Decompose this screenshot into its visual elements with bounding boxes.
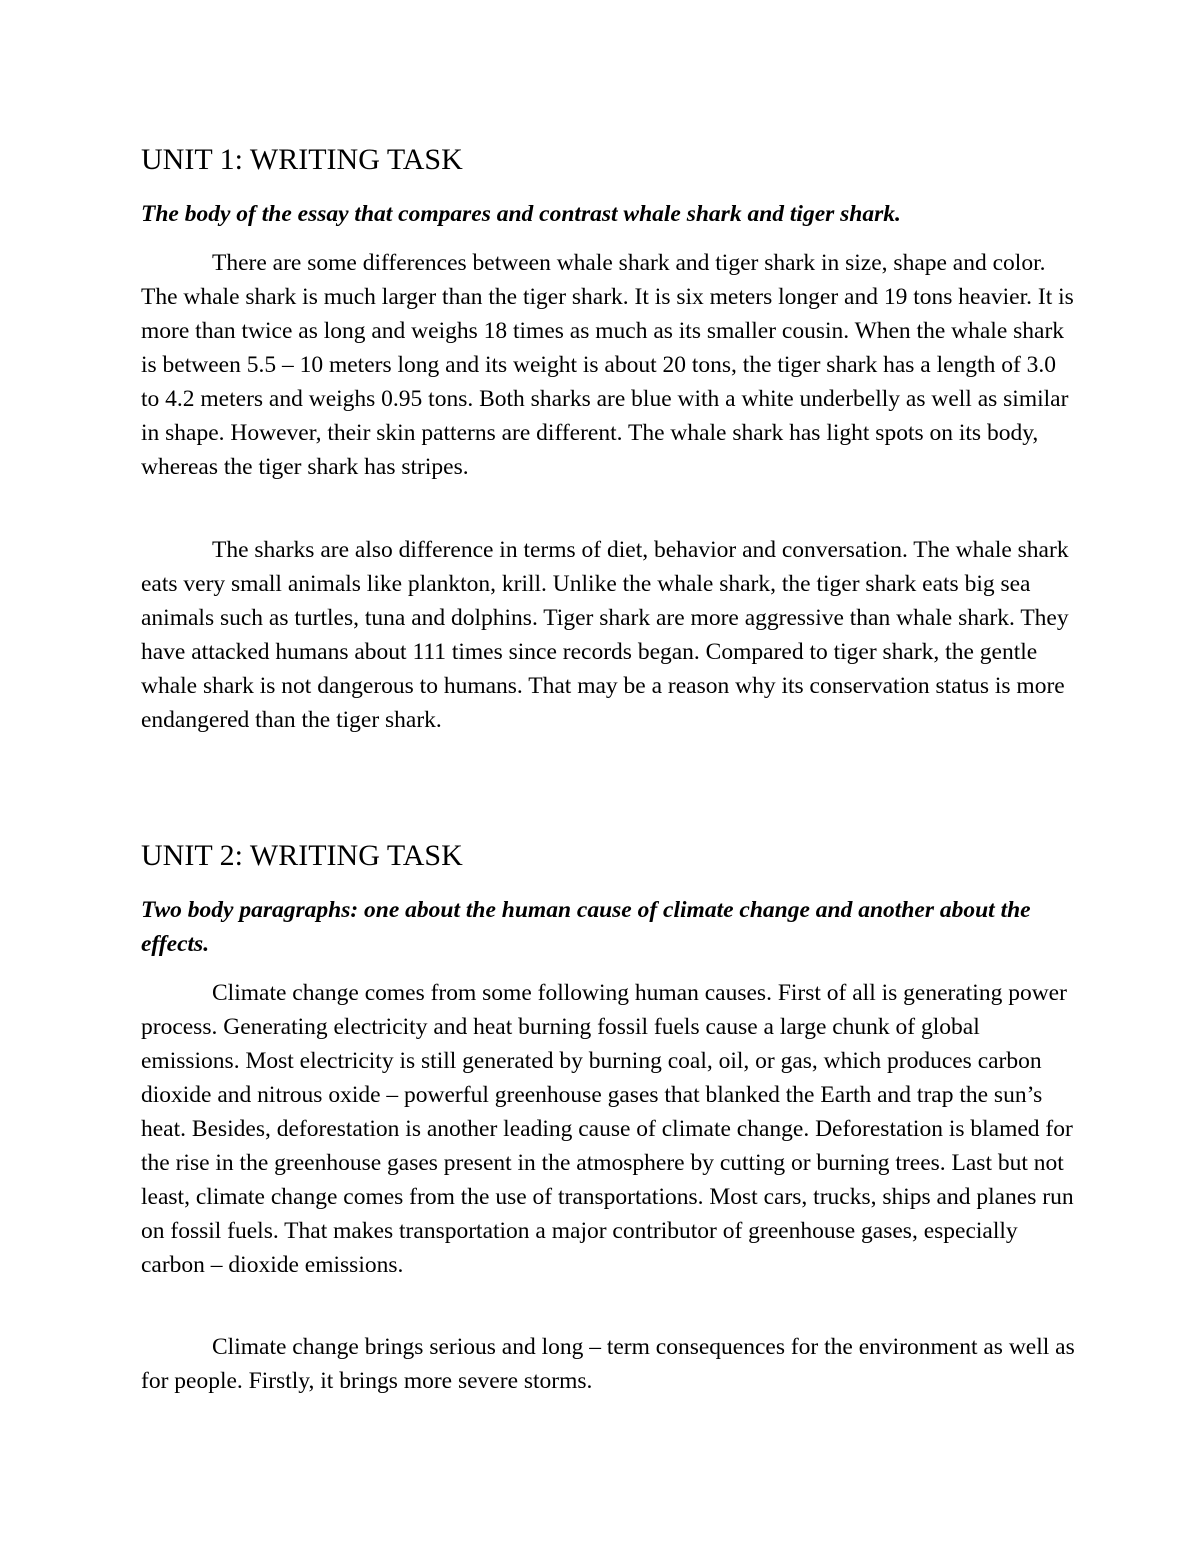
unit1-heading: UNIT 1: WRITING TASK xyxy=(141,143,463,176)
unit1-paragraph-1: There are some differences between whale shark and tiger shark in size, shape and color. The whale shark is much larger than the tiger shark. It is six meters longer and 19 tons heavier. It is more than twice as long and weighs 18 times as much as its smaller cousin. When the whale shark is between 5.5 – 10 meters long and its weight is about 20 tons, the tiger shark has a length of 3.0 to 4.2 meters and weighs 0.95 tons. Both sharks are blue with a white underbelly as well as similar in shape. However, their skin patterns are different. The whale shark has light spots on its body, whereas the tiger shark has stripes. xyxy=(141,250,1074,480)
unit1-paragraph-2: The sharks are also difference in terms of diet, behavior and conversation. The whale shark eats very small animals like plankton, krill. Unlike the whale shark, the tiger shark eats big sea animals such as turtles, tuna and dolphins. Tiger shark are more aggressive than whale shark. They have attacked humans about 111 times since records began. Compared to tiger shark, the gentle whale shark is not dangerous to humans. That may be a reason why its conservation status is more endangered than the tiger shark. xyxy=(141,537,1069,733)
unit2-heading: UNIT 2: WRITING TASK xyxy=(141,839,463,872)
unit1-subtitle: The body of the essay that compares and contrast whale shark and tiger shark. xyxy=(141,201,901,227)
unit2-paragraph-2: Climate change brings serious and long – term consequences for the environment as well as for people. Firstly, it brings more severe storms. xyxy=(141,1334,1075,1394)
unit2-paragraph-1: Climate change comes from some following human causes. First of all is generating power process. Generating electricity and heat burning fossil fuels cause a large chunk of global emissions. Most electricity is still generated by burning coal, oil, or gas, which produces carbon dioxide and nitrous oxide – powerful greenhouse gases that blanked the Earth and trap the sun’s heat. Besides, deforestation is another leading cause of climate change. Deforestation is blamed for the rise in the greenhouse gases present in the atmosphere by cutting or burning trees. Last but not least, climate change comes from the use of transportations. Most cars, trucks, ships and planes run on fossil fuels. That makes transportation a major contributor of greenhouse gases, especially carbon – dioxide emissions. xyxy=(141,980,1074,1278)
unit2-subtitle: Two body paragraphs: one about the human cause of climate change and another about the effects. xyxy=(141,897,1031,957)
